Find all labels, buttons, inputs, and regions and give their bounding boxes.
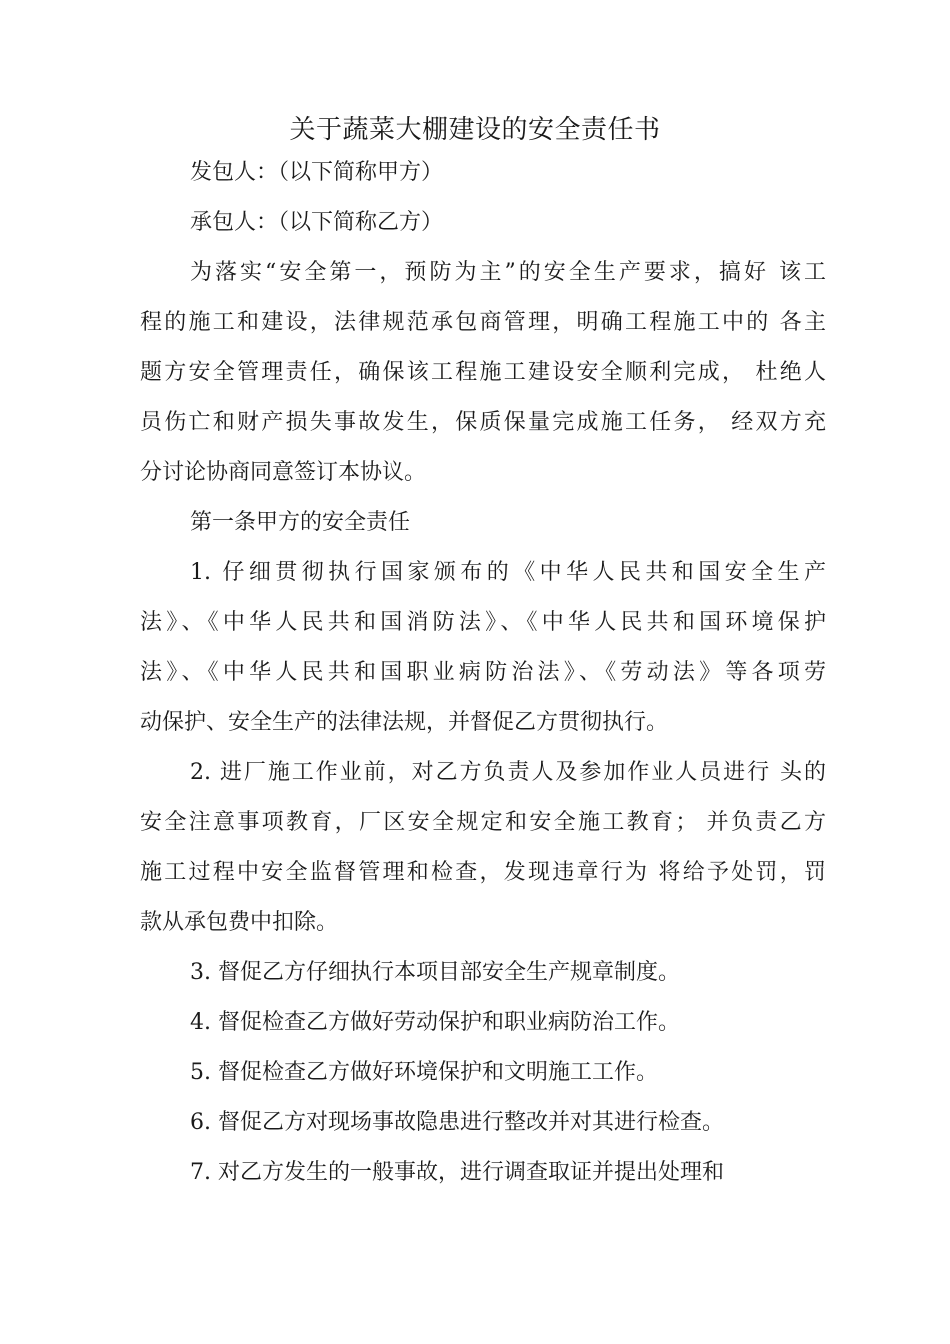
preamble-line: 程的施工和建设，法律规范承包商管理，明确工程施工中的 各主 — [140, 310, 826, 335]
preamble-line: 员伤亡和财产损失事故发生，保质保量完成施工任务， 经双方充 — [140, 410, 826, 435]
item1-line: 动保护、安全生产的法律法规，并督促乙方贯彻执行。 — [140, 710, 669, 735]
item2-line: 2. 进厂施工作业前，对乙方负责人及参加作业人员进行 头的 — [190, 760, 826, 785]
item2-line: 安全注意事项教育，厂区安全规定和安全施工教育； 并负责乙方 — [140, 810, 826, 835]
item4-line: 4. 督促检查乙方做好劳动保护和职业病防治工作。 — [190, 1010, 680, 1035]
item5-line: 5. 督促检查乙方做好环境保护和文明施工工作。 — [190, 1060, 658, 1085]
party-b-line: 承包人：（以下简称乙方） — [190, 210, 444, 235]
item3-line: 3. 督促乙方仔细执行本项目部安全生产规章制度。 — [190, 960, 680, 985]
preamble-line: 分讨论协商同意签订本协议。 — [140, 460, 427, 485]
item2-line: 施工过程中安全监督管理和检查，发现违章行为 将给予处罚，罚 — [140, 860, 826, 885]
item2-line: 款从承包费中扣除。 — [140, 910, 339, 935]
item7-line: 7. 对乙方发生的一般事故，进行调查取证并提出处理和 — [190, 1160, 724, 1185]
item6-line: 6. 督促乙方对现场事故隐患进行整改并对其进行检查。 — [190, 1110, 724, 1135]
item1-line: 法》、《中华人民共和国职业病防治法》、《劳动法》等各项劳 — [140, 660, 826, 685]
party-a-line: 发包人：（以下简称甲方） — [190, 160, 444, 185]
document-title: 关于蔬菜大棚建设的安全责任书 — [289, 115, 661, 145]
item1-line: 1. 仔细贯彻执行国家颁布的《中华人民共和国安全生产 — [190, 560, 826, 585]
preamble-line: 为落实“安全第一，预防为主”的安全生产要求，搞好 该工 — [190, 260, 826, 285]
item1-line: 法》、《中华人民共和国消防法》、《中华人民共和国环境保护 — [140, 610, 826, 635]
article1-heading: 第一条甲方的安全责任 — [190, 510, 411, 535]
preamble-line: 题方安全管理责任，确保该工程施工建设安全顺利完成， 杜绝人 — [140, 360, 826, 385]
